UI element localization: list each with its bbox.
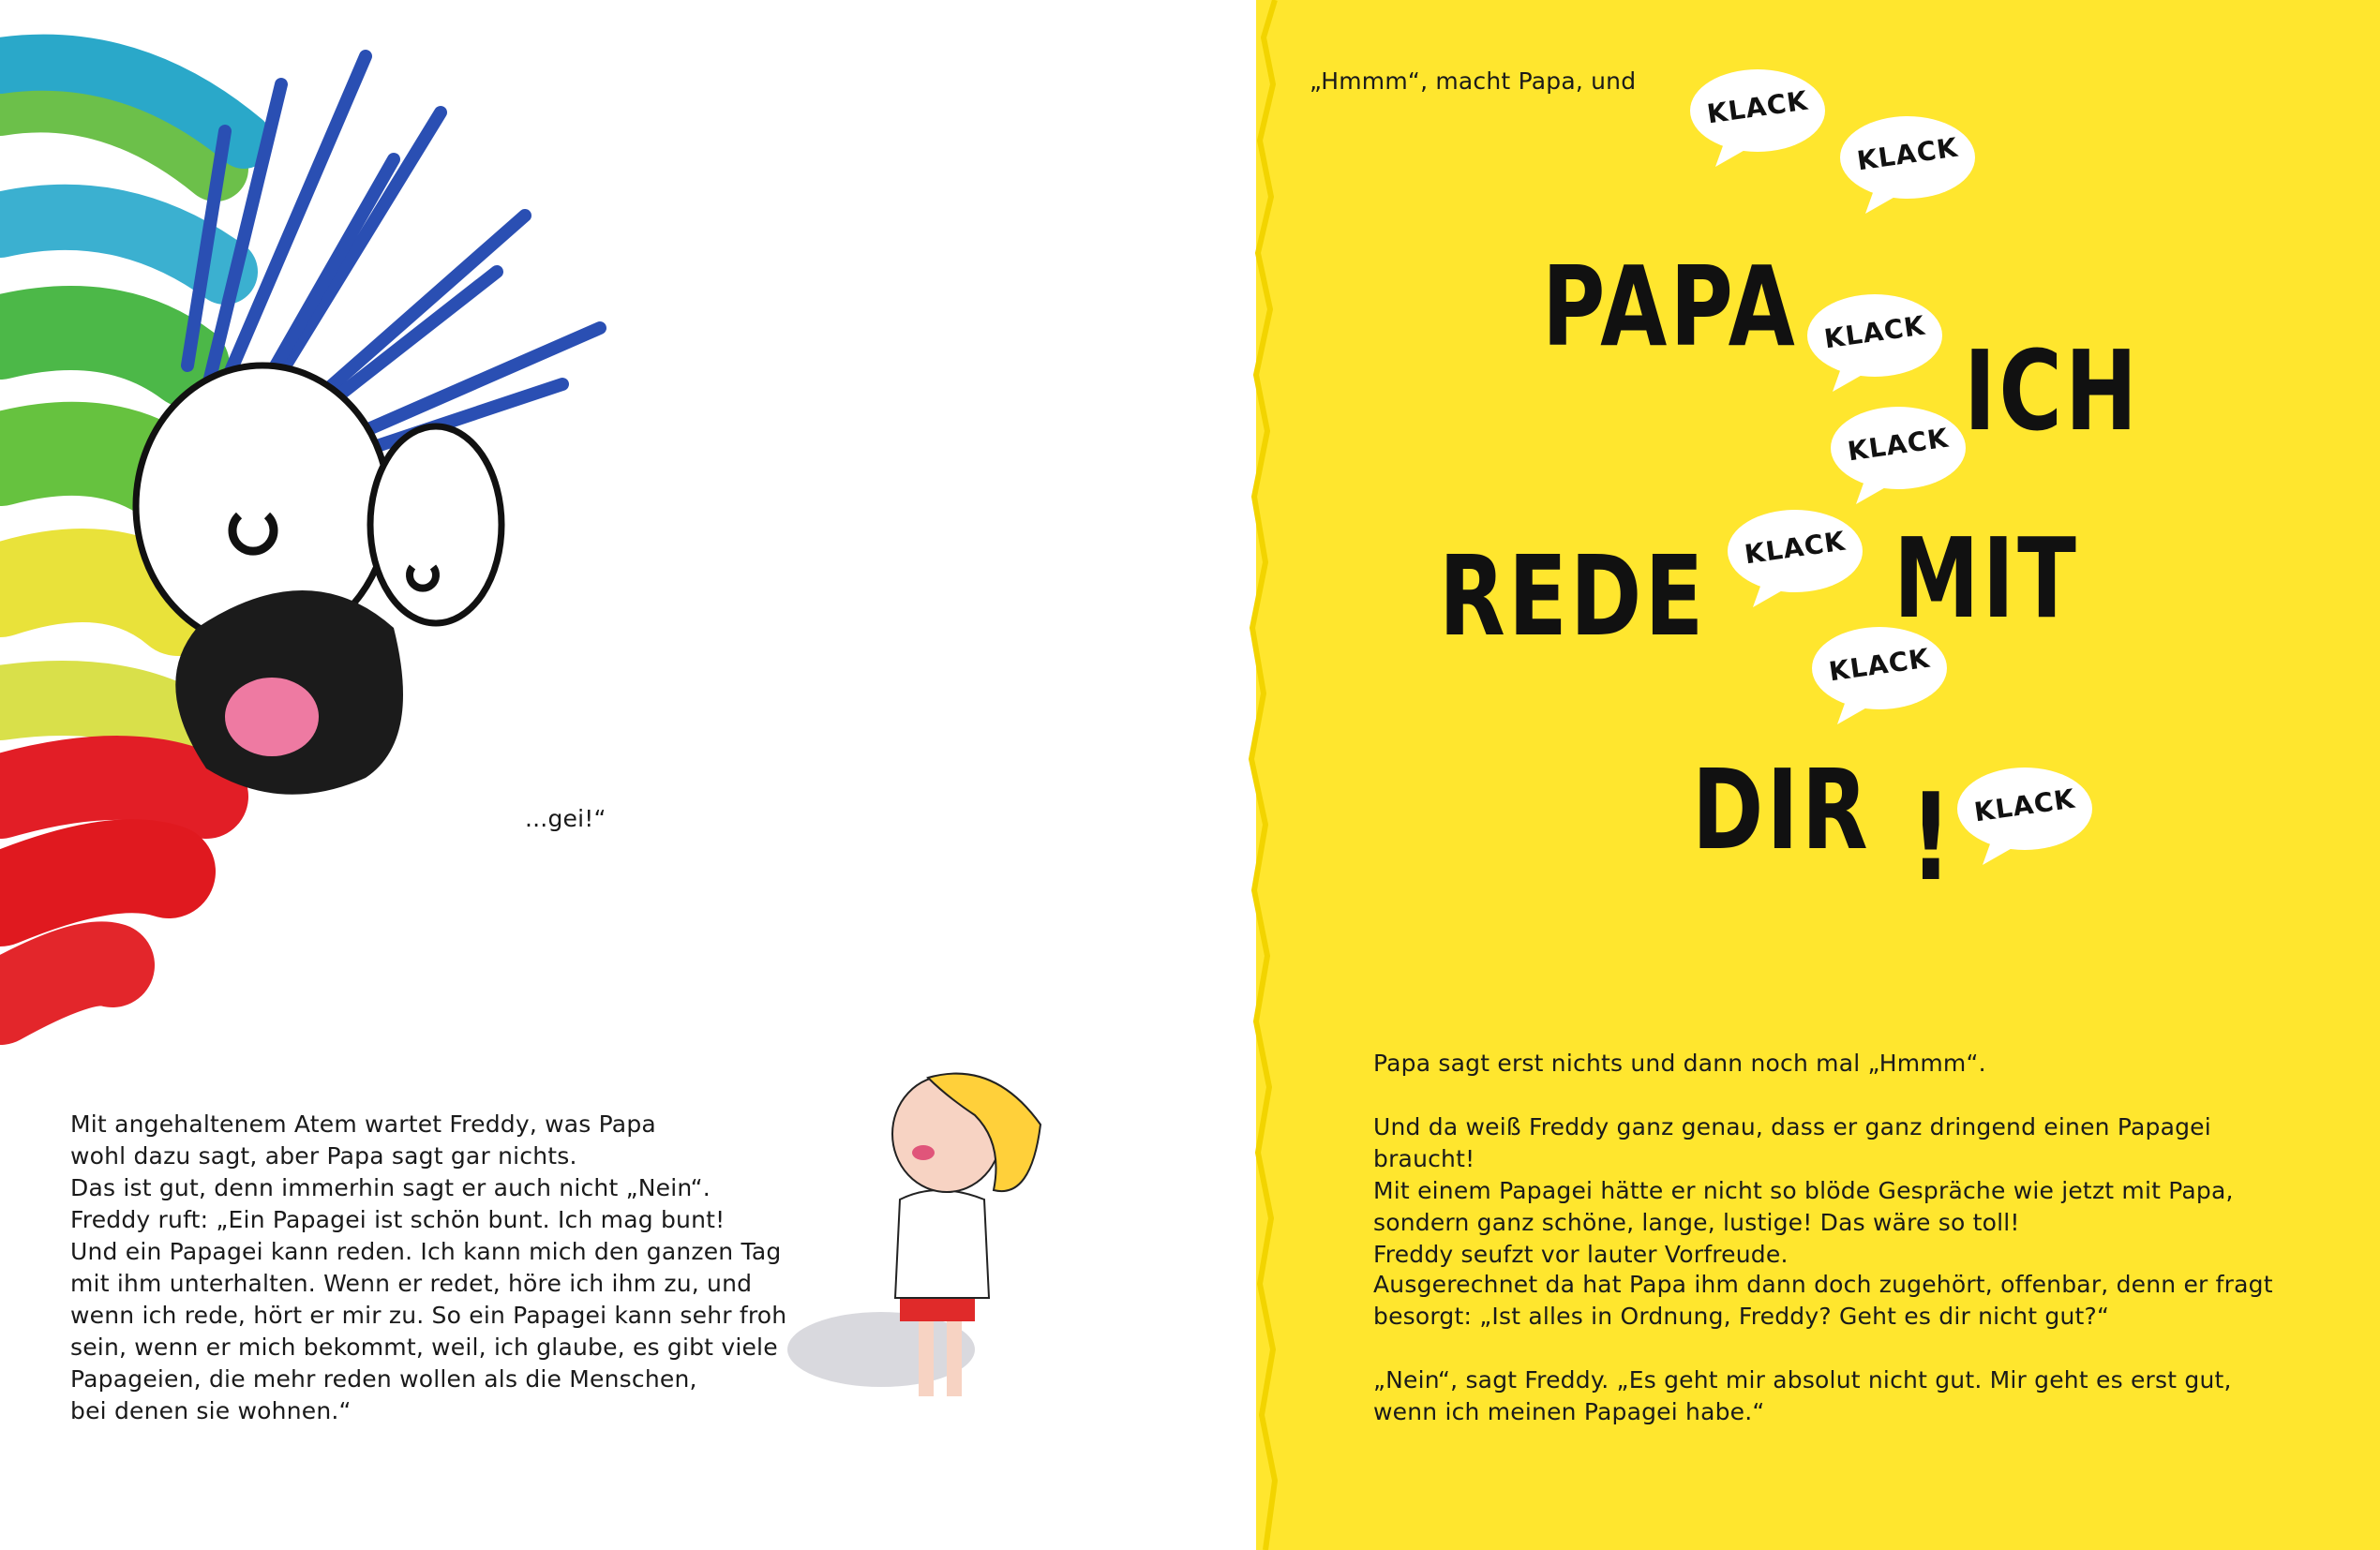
speech-bubble — [1687, 66, 1828, 159]
parrot-illustration — [0, 28, 619, 1087]
headline-mit: MIT — [1894, 514, 2079, 643]
speech-bubble — [1954, 764, 2095, 857]
headline-dir: DIR — [1692, 745, 1871, 874]
speech-bubble-text: KLACK — [1742, 525, 1849, 571]
right-paragraph-3: Ausgerechnet da hat Papa ihm dann doch zugehört, offenbar, denn er fragt besorgt: „Ist alles in Ordnung, Freddy? Geht es dir nicht gut?“ — [1373, 1271, 2273, 1330]
intro-line: „Hmmm“, macht Papa, und — [1310, 67, 1637, 95]
speech-bubble — [1725, 506, 1865, 600]
right-paragraph-4: „Nein“, sagt Freddy. „Es geht mir absolut nicht gut. Mir geht es erst gut, wenn ich meinen Papagei habe.“ — [1373, 1366, 2232, 1425]
speech-bubble — [1828, 403, 1968, 497]
gei-caption: ...gei!“ — [525, 805, 606, 832]
speech-bubble-text: KLACK — [1826, 642, 1933, 688]
speech-bubble — [1804, 291, 1945, 384]
left-body-text: Mit angehaltenem Atem wartet Freddy, was Papa wohl dazu sagt, aber Papa sagt gar nichts. Das ist gut, denn immerhin sagt er auch nicht „Nein“. Freddy ruft: „Ein Papagei ist schön bunt. Ich mag bunt! Und ein Papagei kann reden. Ich kann mich den ganzen Tag mit ihm unterhalten. Wenn er redet, höre ich ihm zu, und wenn ich rede, hört er mir zu. So ein Papagei kann sehr froh sein, wenn er mich bekommt, weil, ich glaube, es gibt viele Papageien, die mehr reden wollen als die Menschen, bei denen sie wohnen.“ — [70, 1110, 787, 1424]
boy-freddy-illustration — [787, 1040, 1069, 1434]
right-paragraph-1: Papa sagt erst nichts und dann noch mal „Hmmm“. — [1373, 1050, 1986, 1077]
headline-exclamation: ! — [1909, 768, 1955, 908]
speech-bubble-text: KLACK — [1704, 84, 1811, 130]
speech-bubble-text: KLACK — [1971, 782, 2078, 828]
headline-rede: REDE — [1439, 531, 1707, 661]
headline-ich: ICH — [1964, 326, 2141, 455]
torn-paper-edge — [1219, 0, 1331, 1550]
speech-bubble-text: KLACK — [1821, 309, 1928, 355]
headline-papa: PAPA — [1542, 242, 1798, 371]
right-paragraph-2: Und da weiß Freddy ganz genau, dass er ganz dringend einen Papagei braucht! Mit einem Papagei hätte er nicht so blöde Gespräche wie jetzt mit Papa, sondern ganz schöne, lange, lustige! Das wäre so toll! Freddy seufzt vor lauter Vorfreude. — [1373, 1113, 2234, 1268]
speech-bubble — [1809, 623, 1950, 717]
speech-bubble-text: KLACK — [1854, 131, 1961, 177]
speech-bubble-text: KLACK — [1845, 422, 1952, 468]
speech-bubble — [1837, 112, 1978, 206]
